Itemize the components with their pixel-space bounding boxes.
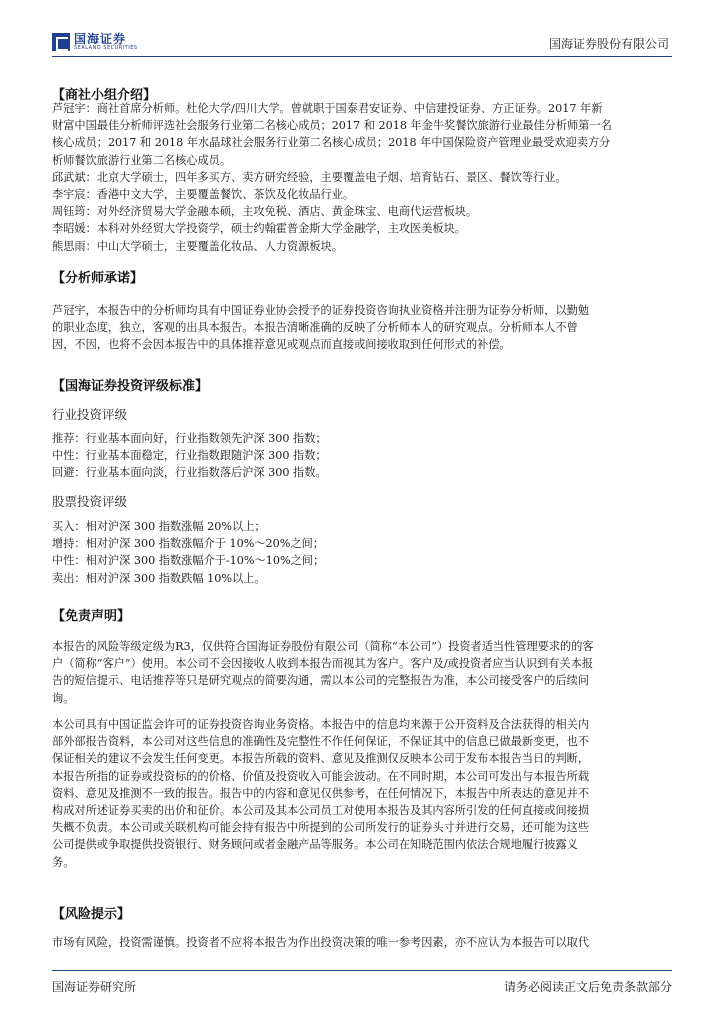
industry-rating-item: 中性：行业基本面稳定，行业指数跟随沪深 300 指数； bbox=[52, 449, 327, 463]
team-line: 李宇宸：香港中文大学，主要覆盖餐饮、茶饮及化妆品行业。 bbox=[52, 188, 355, 202]
rating-section-title: 【国海证券投资评级标准】 bbox=[52, 379, 209, 394]
disclaimer-line: 保证相关的建议不会发生任何变更。本报告所载的资料、意见及推测仅反映本公司于发布本报告当日的判断， bbox=[52, 752, 590, 766]
disclaimer-line: 务。 bbox=[52, 855, 75, 869]
industry-rating-item: 推荐：行业基本面向好，行业指数领先沪深 300 指数； bbox=[52, 432, 327, 445]
risk-paragraph bbox=[52, 934, 674, 951]
team-section-title: 【商社小组介绍】 bbox=[52, 88, 157, 103]
commitment-line: 因，不因，也将不会因本报告中的具体推荐意见或观点而直接或间接收取到任何形式的补偿。 bbox=[52, 338, 511, 352]
stock-rating-subtitle: 股票投资评级 bbox=[52, 494, 128, 509]
page-header bbox=[0, 0, 724, 60]
footer-notice: 请务必阅读正文后免责条款部分 bbox=[503, 980, 672, 994]
header-divider bbox=[52, 56, 672, 57]
disclaimer-line: 部外部报告资料，本公司对这些信息的准确性及完整性不作任何保证，不保证其中的信息已做最新变更，也不 bbox=[52, 735, 590, 749]
team-line: 熊思雨：中山大学硕士，主要覆盖化妆品、人力资源板块。 bbox=[52, 239, 343, 253]
commitment-line: 的职业态度，独立，客观的出具本报告。本报告清晰准确的反映了分析师本人的研究观点。分析师本人不曾 bbox=[52, 321, 578, 335]
industry-rating-item: 回避：行业基本面向淡，行业指数落后沪深 300 指数。 bbox=[52, 466, 327, 480]
team-line: 邱武斌：北京大学硕士，四年多买方、卖方研究经验，主要覆盖电子烟、培育钻石、景区、餐饮等行业。 bbox=[52, 170, 567, 184]
logo-mark-icon bbox=[52, 33, 70, 51]
disclaimer-line: 询。 bbox=[52, 691, 75, 705]
stock-rating-item: 卖出：相对沪深 300 指数跌幅 10%以上。 bbox=[52, 571, 266, 585]
commitment-paragraph bbox=[52, 302, 674, 354]
team-line: 芦冠宇：商社首席分析师。杜伦大学/四川大学。曾就职于国泰君安证券、中信建投证券、方正证券。2017 年新 bbox=[52, 102, 603, 115]
footer-divider bbox=[52, 970, 672, 971]
disclaimer-line: 本公司具有中国证监会许可的证券投资咨询业务资格。本报告中的信息均来源于公开资料及合法获得的相关内 bbox=[52, 718, 590, 731]
company-logo bbox=[52, 32, 138, 52]
team-line: 析师餐饮旅游行业第二名核心成员。 bbox=[52, 153, 232, 167]
stock-rating-item: 中性：相对沪深 300 指数涨幅介于-10%～10%之间； bbox=[52, 554, 325, 568]
disclaimer-line: 构成对所述证券买卖的出价和征价。本公司及其本公司员工对使用本报告及其内容所引发的任何直接或间接损 bbox=[52, 804, 590, 818]
footer-institute: 国海证券研究所 bbox=[52, 980, 137, 994]
stock-rating-item: 增持：相对沪深 300 指数涨幅介于 10%～20%之间； bbox=[52, 537, 324, 551]
stock-rating-list bbox=[52, 518, 674, 587]
disclaimer-line: 户（简称“客户”）使用。本公司不会因接收人收到本报告而视其为客户。客户及/或投资者应当认识到有关本报 bbox=[52, 657, 594, 671]
disclaimer-line: 失概不负责。本公司或关联机构可能会持有报告中所提到的公司所发行的证券头寸并进行交易，还可能为这些 bbox=[52, 821, 590, 835]
disclaimer-line: 本报告所指的证券或投资标的的价格、价值及投资收入可能会波动。在不同时期，本公司可发出与本报告所载 bbox=[52, 769, 590, 783]
commitment-section-title: 【分析师承诺】 bbox=[52, 271, 144, 286]
team-line: 周钰筠：对外经济贸易大学金融本硕，主攻免税、酒店、黄金珠宝、电商代运营板块。 bbox=[52, 205, 478, 219]
logo-english-name: SEALAND SECURITIES bbox=[74, 45, 138, 51]
header-company-name: 国海证券股份有限公司 bbox=[548, 37, 669, 51]
disclaimer-paragraph-1 bbox=[52, 638, 674, 707]
disclaimer-paragraph-2 bbox=[52, 716, 674, 871]
stock-rating-item: 买入：相对沪深 300 指数涨幅 20%以上； bbox=[52, 520, 266, 533]
industry-rating-subtitle: 行业投资评级 bbox=[52, 407, 128, 422]
industry-rating-list bbox=[52, 430, 674, 482]
disclaimer-line: 公司提供或争取提供投资银行、财务顾问或者金融产品等服务。本公司在知晓范围内依法合规地履行披露义 bbox=[52, 838, 578, 852]
logo-chinese-name: 国海证券 bbox=[74, 32, 127, 46]
team-line: 财富中国最佳分析师评选社会服务行业第二名核心成员；2017 和 2018 年金牛奖餐饮旅游行业最佳分析师第一名 bbox=[52, 119, 612, 133]
team-line: 核心成员；2017 和 2018 年水晶球社会服务行业第二名核心成员；2018 年中国保险资产管理业最受欢迎卖方分 bbox=[52, 136, 611, 150]
disclaimer-line: 告的短信提示、电话推荐等只是研究观点的简要沟通，需以本公司的完整报告为准，本公司接受客户的后续问 bbox=[52, 674, 590, 688]
disclaimer-section-title: 【免责声明】 bbox=[52, 609, 131, 624]
commitment-line: 芦冠宇，本报告中的分析师均具有中国证券业协会授予的证券投资咨询执业资格并注册为证券分析师，以勤勉 bbox=[52, 304, 590, 317]
team-line: 李昭媛：本科对外经贸大学投资学，硕士约翰霍普金斯大学金融学，主攻医美板块。 bbox=[52, 222, 466, 236]
disclaimer-line: 资料、意见及推测不一致的报告。报告中的内容和意见仅供参考，在任何情况下，本报告中所表达的意见并不 bbox=[52, 786, 590, 800]
risk-section-title: 【风险提示】 bbox=[52, 907, 131, 922]
risk-line: 市场有风险，投资需谨慎。投资者不应将本报告为作出投资决策的唯一参考因素，亦不应认为本报告可以取代 bbox=[52, 936, 590, 949]
disclaimer-line: 本报告的风险等级定级为R3，仅供符合国海证券股份有限公司（简称“本公司”）投资者适当性管理要求的的客 bbox=[52, 640, 594, 653]
team-paragraph bbox=[52, 100, 674, 255]
